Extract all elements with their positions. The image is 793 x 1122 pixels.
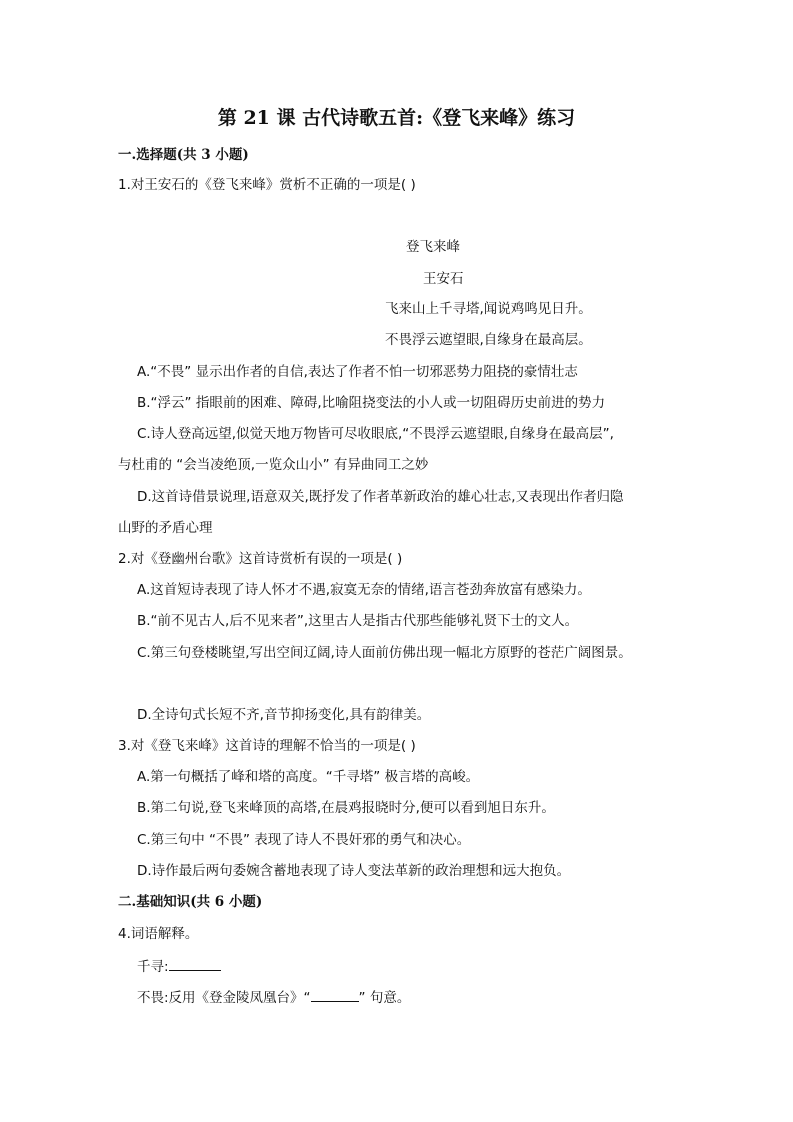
question-1-option-d-line-1: D.这首诗借景说理,语意双关,既抒发了作者革新政治的雄心壮志,又表现出作者归隐 xyxy=(137,489,624,505)
question-2-stem: 2.对《登幽州台歌》这首诗赏析有误的一项是( ) xyxy=(118,551,403,567)
question-1-option-c-line-2: 与杜甫的 “会当凌绝顶,一览众山小” 有异曲同工之妙 xyxy=(118,457,429,473)
question-1-stem: 1.对王安石的《登飞来峰》赏析不正确的一项是( ) xyxy=(118,177,416,193)
item-2-prefix: 不畏:反用《登金陵凤凰台》“ xyxy=(137,990,311,1006)
question-1-option-a: A.“不畏” 显示出作者的自信,表达了作者不怕一切邪恶势力阻挠的豪情壮志 xyxy=(137,364,578,380)
question-3-stem: 3.对《登飞来峰》这首诗的理解不恰当的一项是( ) xyxy=(118,738,416,754)
question-3-option-c: C.第三句中 “不畏” 表现了诗人不畏奸邪的勇气和决心。 xyxy=(137,832,471,848)
answer-blank-2[interactable] xyxy=(311,987,359,1002)
question-3-option-a: A.第一句概括了峰和塔的高度。“千寻塔” 极言塔的高峻。 xyxy=(137,769,480,785)
poem-title: 登飞来峰 xyxy=(406,239,460,255)
question-1-option-c-line-1: C.诗人登高远望,似觉天地万物皆可尽收眼底,“不畏浮云遮望眼,自缘身在最高层”, xyxy=(137,426,614,442)
page-title: 第 21 课 古代诗歌五首:《登飞来峰》练习 xyxy=(217,107,576,129)
question-2-option-c: C.第三句登楼眺望,写出空间辽阔,诗人面前仿佛出现一幅北方原野的苍茫广阔图景。 xyxy=(137,645,632,661)
question-4-item-2 xyxy=(137,987,410,1007)
question-4-stem: 4.词语解释。 xyxy=(118,926,199,942)
poem-line-2: 不畏浮云遮望眼,自缘身在最高层。 xyxy=(385,332,592,348)
item-2-suffix: ” 句意。 xyxy=(358,990,411,1006)
poem-author: 王安石 xyxy=(423,271,464,287)
question-2-option-b: B.“前不见古人,后不见来者”,这里古人是指古代那些能够礼贤下士的文人。 xyxy=(137,613,579,629)
item-1-label: 千寻: xyxy=(137,959,169,975)
question-1-option-b: B.“浮云” 指眼前的困难、障碍,比喻阻挠变法的小人或一切阻碍历史前进的势力 xyxy=(137,395,606,411)
poem-line-1: 飞来山上千寻塔,闻说鸡鸣见日升。 xyxy=(385,301,592,317)
question-1-option-d-line-2: 山野的矛盾心理 xyxy=(118,520,213,536)
section-heading-basic: 二.基础知识(共 6 小题) xyxy=(118,894,263,910)
section-heading-choice: 一.选择题(共 3 小题) xyxy=(118,147,249,163)
question-4-item-1 xyxy=(137,956,221,976)
question-3-option-d: D.诗作最后两句委婉含蓄地表现了诗人变法革新的政治理想和远大抱负。 xyxy=(137,863,571,879)
question-2-option-a: A.这首短诗表现了诗人怀才不遇,寂寞无奈的情绪,语言苍劲奔放富有感染力。 xyxy=(137,582,591,598)
answer-blank-1[interactable] xyxy=(169,956,221,971)
question-3-option-b: B.第二句说,登飞来峰顶的高塔,在晨鸡报晓时分,便可以看到旭日东升。 xyxy=(137,800,555,816)
question-2-option-d: D.全诗句式长短不齐,音节抑扬变化,具有韵律美。 xyxy=(137,707,431,723)
